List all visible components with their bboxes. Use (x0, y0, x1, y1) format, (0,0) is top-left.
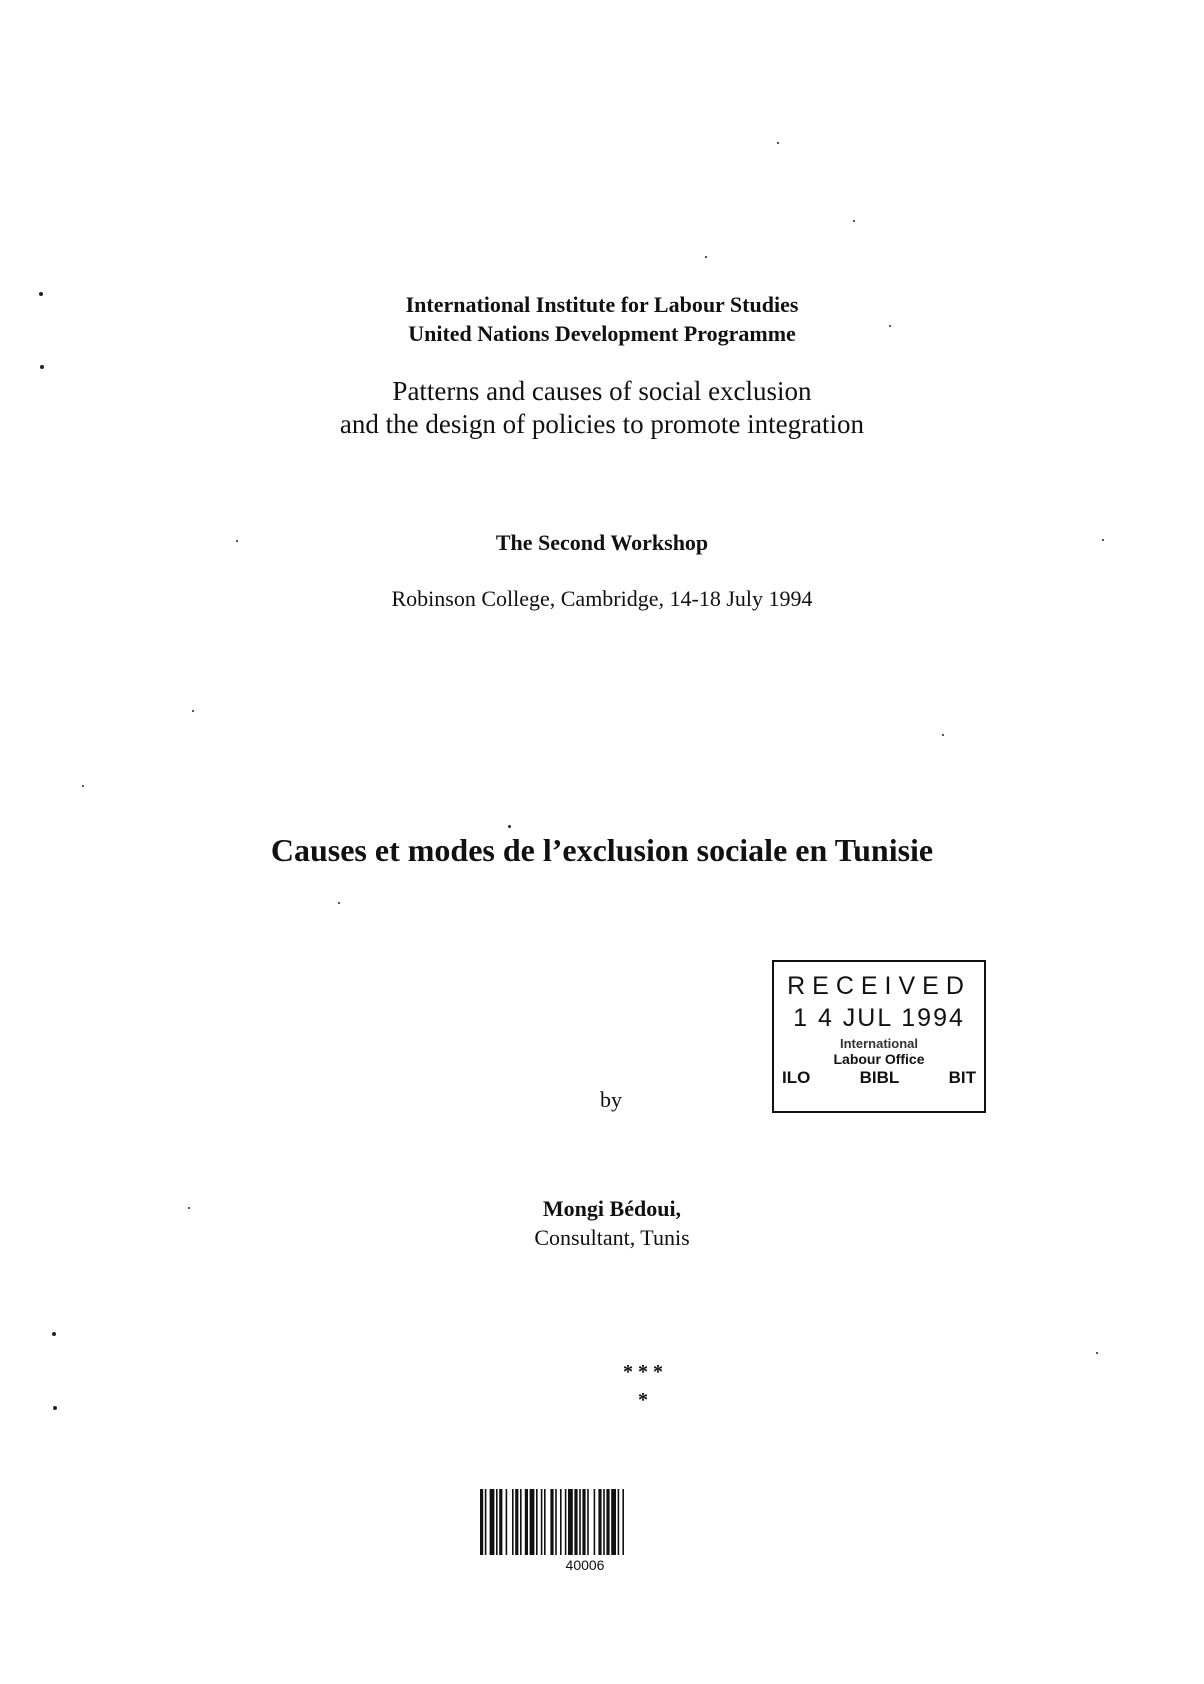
stamp-code-bibl: BIBL (859, 1068, 900, 1087)
scan-speck (853, 220, 855, 222)
scan-speck (39, 292, 43, 296)
scan-speck (889, 325, 891, 327)
barcode-bar (506, 1489, 508, 1555)
barcode-bar (530, 1489, 535, 1555)
project-title-line1: Patterns and causes of social exclusion (392, 376, 812, 406)
scan-speck (942, 734, 944, 736)
stamp-date: 1 4 JUL 1994 (793, 1004, 965, 1032)
barcode-bar (560, 1489, 562, 1555)
barcode-bar (485, 1489, 487, 1555)
barcode-bar (565, 1489, 567, 1555)
barcode-bar (541, 1489, 543, 1555)
barcode-bar (550, 1489, 553, 1555)
ornament-line2: * (638, 1389, 648, 1411)
by-label: by (600, 1087, 622, 1112)
scan-speck (236, 540, 238, 542)
scan-speck (1102, 539, 1104, 541)
barcode-bar (603, 1489, 605, 1555)
barcode-bar (574, 1489, 577, 1555)
received-stamp (772, 960, 986, 1113)
barcode-bar (611, 1489, 616, 1555)
barcode-bar (525, 1489, 528, 1555)
barcode-bar (582, 1489, 585, 1555)
scan-speck (52, 1332, 56, 1336)
scan-speck (188, 1207, 190, 1209)
barcode-bar (536, 1489, 538, 1555)
barcode-bar (496, 1489, 498, 1555)
scan-speck (777, 142, 779, 144)
author-affiliation: Consultant, Tunis (534, 1225, 690, 1250)
barcode-bar (598, 1489, 601, 1555)
barcode-bar (606, 1489, 609, 1555)
barcode-bar (499, 1489, 502, 1555)
author-name: Mongi Bédoui, (542, 1196, 682, 1221)
barcode-bar (512, 1489, 514, 1555)
scan-speck (705, 256, 707, 258)
scan-speck (192, 710, 194, 712)
barcode-bar (490, 1489, 495, 1555)
scan-speck (53, 1406, 57, 1410)
stamp-codes (774, 1068, 984, 1088)
barcode-bar (544, 1489, 546, 1555)
barcode-bar (587, 1489, 589, 1555)
barcode-bar (515, 1489, 518, 1555)
scan-speck (1096, 1352, 1098, 1354)
barcode-image (480, 1489, 690, 1555)
scan-speck (82, 785, 84, 787)
paper-title: Causes et modes de l’exclusion sociale en Tunisie (270, 832, 934, 868)
scan-speck (40, 365, 44, 369)
scan-speck (338, 902, 340, 904)
programme-name: United Nations Development Programme (408, 321, 796, 346)
project-title-line2: and the design of policies to promote integration (339, 409, 865, 439)
workshop-name: The Second Workshop (495, 530, 709, 555)
stamp-org-line2: Labour Office (833, 1051, 925, 1067)
barcode-bar (579, 1489, 581, 1555)
ornament-line1: * * * (623, 1361, 663, 1383)
stamp-code-bit: BIT (948, 1068, 976, 1087)
stamp-code-ilo: ILO (782, 1068, 811, 1087)
scan-speck (508, 825, 511, 828)
stamp-org-line1: International (839, 1036, 918, 1051)
institute-name: International Institute for Labour Studies (405, 292, 799, 317)
barcode-bar (618, 1489, 620, 1555)
barcode-bar (480, 1489, 483, 1555)
barcode-bar (520, 1489, 522, 1555)
workshop-venue: Robinson College, Cambridge, 14-18 July 1994 (391, 586, 813, 611)
barcode-bar (568, 1489, 573, 1555)
barcode-bar (594, 1489, 596, 1555)
barcode-bar (555, 1489, 557, 1555)
stamp-received-label: RECEIVED (787, 972, 971, 1000)
barcode-bar (622, 1489, 624, 1555)
barcode-number: 40006 (565, 1557, 605, 1573)
